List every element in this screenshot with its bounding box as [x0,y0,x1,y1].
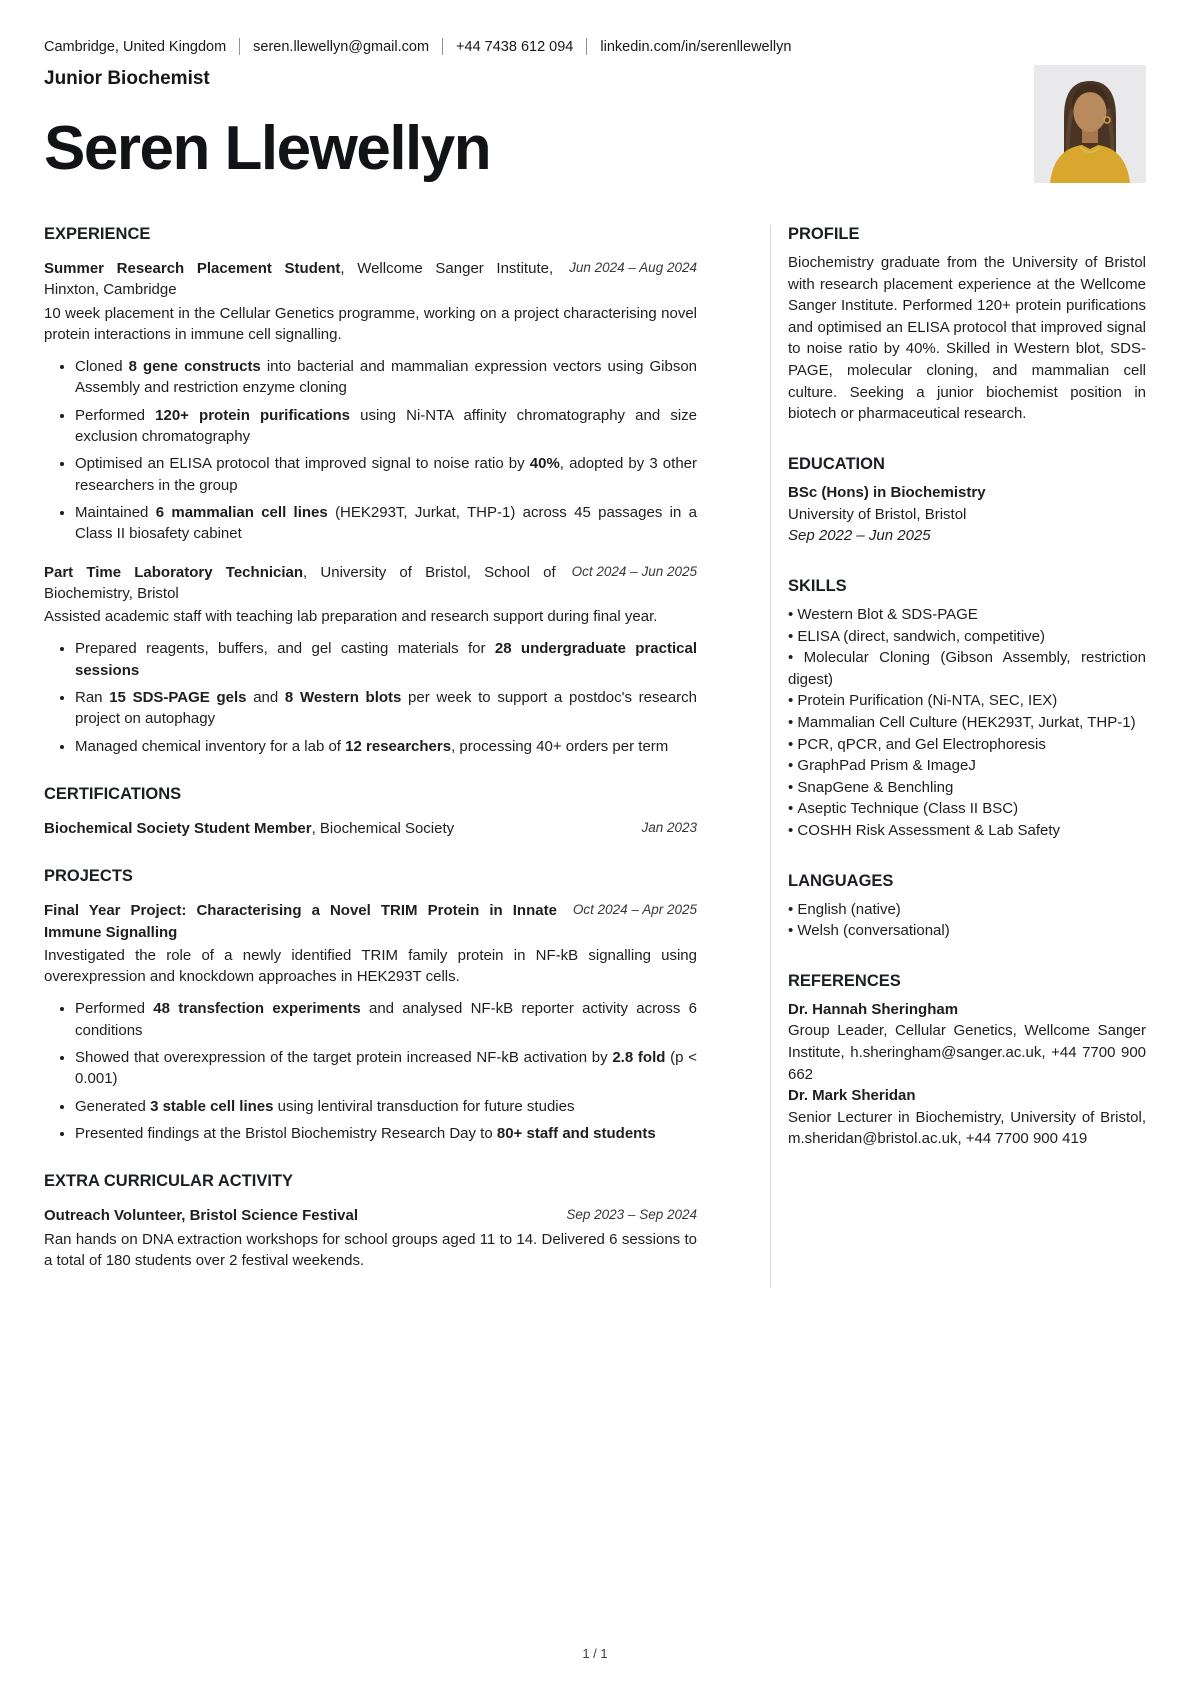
section-heading-extra-curricular: EXTRA CURRICULAR ACTIVITY [44,1172,294,1191]
section-heading-education: EDUCATION [788,454,885,473]
contact-separator [442,38,443,55]
education-date: Sep 2022 – Jun 2025 [788,527,931,545]
entry-date: Oct 2024 – Jun 2025 [571,563,697,579]
right-column [770,225,1146,1288]
entry-head [44,258,697,301]
skill-item: • Molecular Cloning (Gibson Assembly, restriction digest) [788,647,1146,690]
section-heading-experience: EXPERIENCE [44,225,151,243]
reference-details: Senior Lecturer in Biochemistry, University of Bristol, m.sheridan@bristol.ac.uk, +44 7700 900 419 [788,1108,1146,1148]
reference-details: Group Leader, Cellular Genetics, Wellcome Sanger Institute, h.sheringham@sanger.ac.uk, +44 7700 900 662 [788,1022,1146,1083]
masthead [44,55,1146,183]
bullet-list [44,998,697,1144]
section-heading-skills: SKILLS [788,577,847,595]
bullet-list [44,638,697,756]
profile-photo [1034,65,1146,183]
bullet-item: • Prepared reagents, buffers, and gel casting materials for 28 undergraduate practical sessions [75,638,697,681]
experience-entry [44,258,697,545]
entry-head [44,1205,697,1226]
candidate-name: Seren Llewellyn [44,114,491,183]
skills-section [788,577,1146,842]
entry-head [44,818,697,839]
job-title: Junior Biochemist [44,68,210,89]
entry-title: Biochemical Society Student Member, Biochemical Society [44,819,455,837]
masthead-text [44,55,490,181]
entry-title: Outreach Volunteer, Bristol Science Festival [44,1207,358,1225]
education-school: University of Bristol, Bristol [788,505,967,523]
reference-name: Dr. Mark Sheridan [788,1087,916,1105]
bullet-item: • Optimised an ELISA protocol that improved signal to noise ratio by 40%, adopted by 3 other researchers in the group [75,453,697,496]
entry-head [44,900,697,943]
contact-location: Cambridge, United Kingdom [44,38,227,55]
contact-email: seren.llewellyn@gmail.com [253,38,430,55]
skill-item: • Mammalian Cell Culture (HEK293T, Jurkat, THP-1) [788,712,1146,734]
bullet-item: • Cloned 8 gene constructs into bacterial and mammalian expression vectors using Gibson Assembly and restriction enzyme cloning [75,356,697,399]
section-heading-projects: PROJECTS [44,867,133,886]
bullet-list [44,356,697,544]
education-degree: BSc (Hons) in Biochemistry [788,483,986,501]
contact-linkedin: linkedin.com/in/serenllewellyn [600,38,792,55]
references-section [788,972,1146,1150]
extra-curricular-entry [44,1205,697,1271]
reference-entry [788,1085,1146,1150]
entry-title: Final Year Project: Characterising a Novel TRIM Protein in Innate Immune Signalling [44,902,557,941]
skill-item: • GraphPad Prism & ImageJ [788,755,1146,777]
profile-section [788,225,1146,425]
section-heading-languages: LANGUAGES [788,871,894,890]
education-section [788,455,1146,547]
bullet-item: • Performed 48 transfection experiments and analysed NF-kB reporter activity across 6 conditions [75,998,697,1041]
skill-item: • Western Blot & SDS-PAGE [788,604,1146,626]
contact-row [44,38,1146,55]
entry-date: Jan 2023 [641,819,697,835]
reference-name: Dr. Hannah Sheringham [788,1000,959,1018]
skill-item: • Protein Purification (Ni-NTA, SEC, IEX) [788,690,1146,712]
profile-text: Biochemistry graduate from the University of Bristol with research placement experience at the Wellcome Sanger Institute. Performed 120+ protein purifications and optimised an ELISA protocol that improved signal to noise ratio by 40%. Skilled in Western blot, SDS-PAGE, molecular cloning, and mammalian cell culture. Seeking a junior biochemist position in biotech or pharmaceutical research. [788,254,1146,423]
bullet-item: • Showed that overexpression of the target protein increased NF-kB activation by 2.8 fold (p < 0.001) [75,1047,697,1090]
reference-entry [788,999,1146,1085]
profile-photo-illustration [1034,65,1146,183]
entry-head [44,562,697,605]
contact-separator [586,38,587,55]
bullet-item: • Maintained 6 mammalian cell lines (HEK293T, Jurkat, THP-1) across 45 passages in a Class II biosafety cabinet [75,502,697,545]
page-indicator: 1 / 1 [582,1646,608,1661]
experience-entry [44,562,697,757]
languages-section [788,872,1146,942]
skill-item: • ELISA (direct, sandwich, competitive) [788,626,1146,648]
contact-phone: +44 7438 612 094 [456,38,574,55]
entry-title: Summer Research Placement Student, Wellcome Sanger Institute, Hinxton, Cambridge [44,260,554,299]
entry-title: Part Time Laboratory Technician, University of Bristol, School of Biochemistry, Bristol [44,563,556,602]
columns [44,225,1146,1288]
entry-date: Oct 2024 – Apr 2025 [572,902,697,918]
entry-summary: 10 week placement in the Cellular Genetics programme, working on a project characterising novel protein interactions in immune cell signalling. [44,304,697,343]
certification-entry [44,818,697,839]
bullet-item: • Presented findings at the Bristol Biochemistry Research Day to 80+ staff and students [75,1123,697,1144]
entry-date: Jun 2024 – Aug 2024 [569,260,697,275]
language-item: • English (native) [788,899,1146,921]
bullet-item: • Ran 15 SDS-PAGE gels and 8 Western blots per week to support a postdoc's research project on autophagy [75,687,697,730]
contact-separator [239,38,240,55]
left-column [44,225,697,1288]
bullet-item: • Managed chemical inventory for a lab of 12 researchers, processing 40+ orders per term [75,736,697,757]
entry-date: Sep 2023 – Sep 2024 [566,1207,697,1223]
language-item: • Welsh (conversational) [788,920,1146,942]
skill-item: • SnapGene & Benchling [788,777,1146,799]
project-entry [44,900,697,1144]
entry-summary: Investigated the role of a newly identified TRIM family protein in NF-kB signalling using overexpression and knockdown approaches in HEK293T cells. [44,946,697,986]
entry-summary: Assisted academic staff with teaching lab preparation and research support during final year. [44,608,658,626]
entry-summary: Ran hands on DNA extraction workshops for school groups aged 11 to 14. Delivered 6 sessions to a total of 180 students over 2 festival weekends. [44,1230,697,1269]
section-heading-certifications: CERTIFICATIONS [44,784,182,803]
section-heading-references: REFERENCES [788,971,901,990]
skill-item: • PCR, qPCR, and Gel Electrophoresis [788,734,1146,756]
bullet-item: • Generated 3 stable cell lines using lentiviral transduction for future studies [75,1096,697,1117]
skill-item: • Aseptic Technique (Class II BSC) [788,798,1146,820]
section-heading-profile: PROFILE [788,225,860,243]
skill-item: • COSHH Risk Assessment & Lab Safety [788,820,1146,842]
bullet-item: • Performed 120+ protein purifications using Ni-NTA affinity chromatography and size exclusion chromatography [75,405,697,448]
